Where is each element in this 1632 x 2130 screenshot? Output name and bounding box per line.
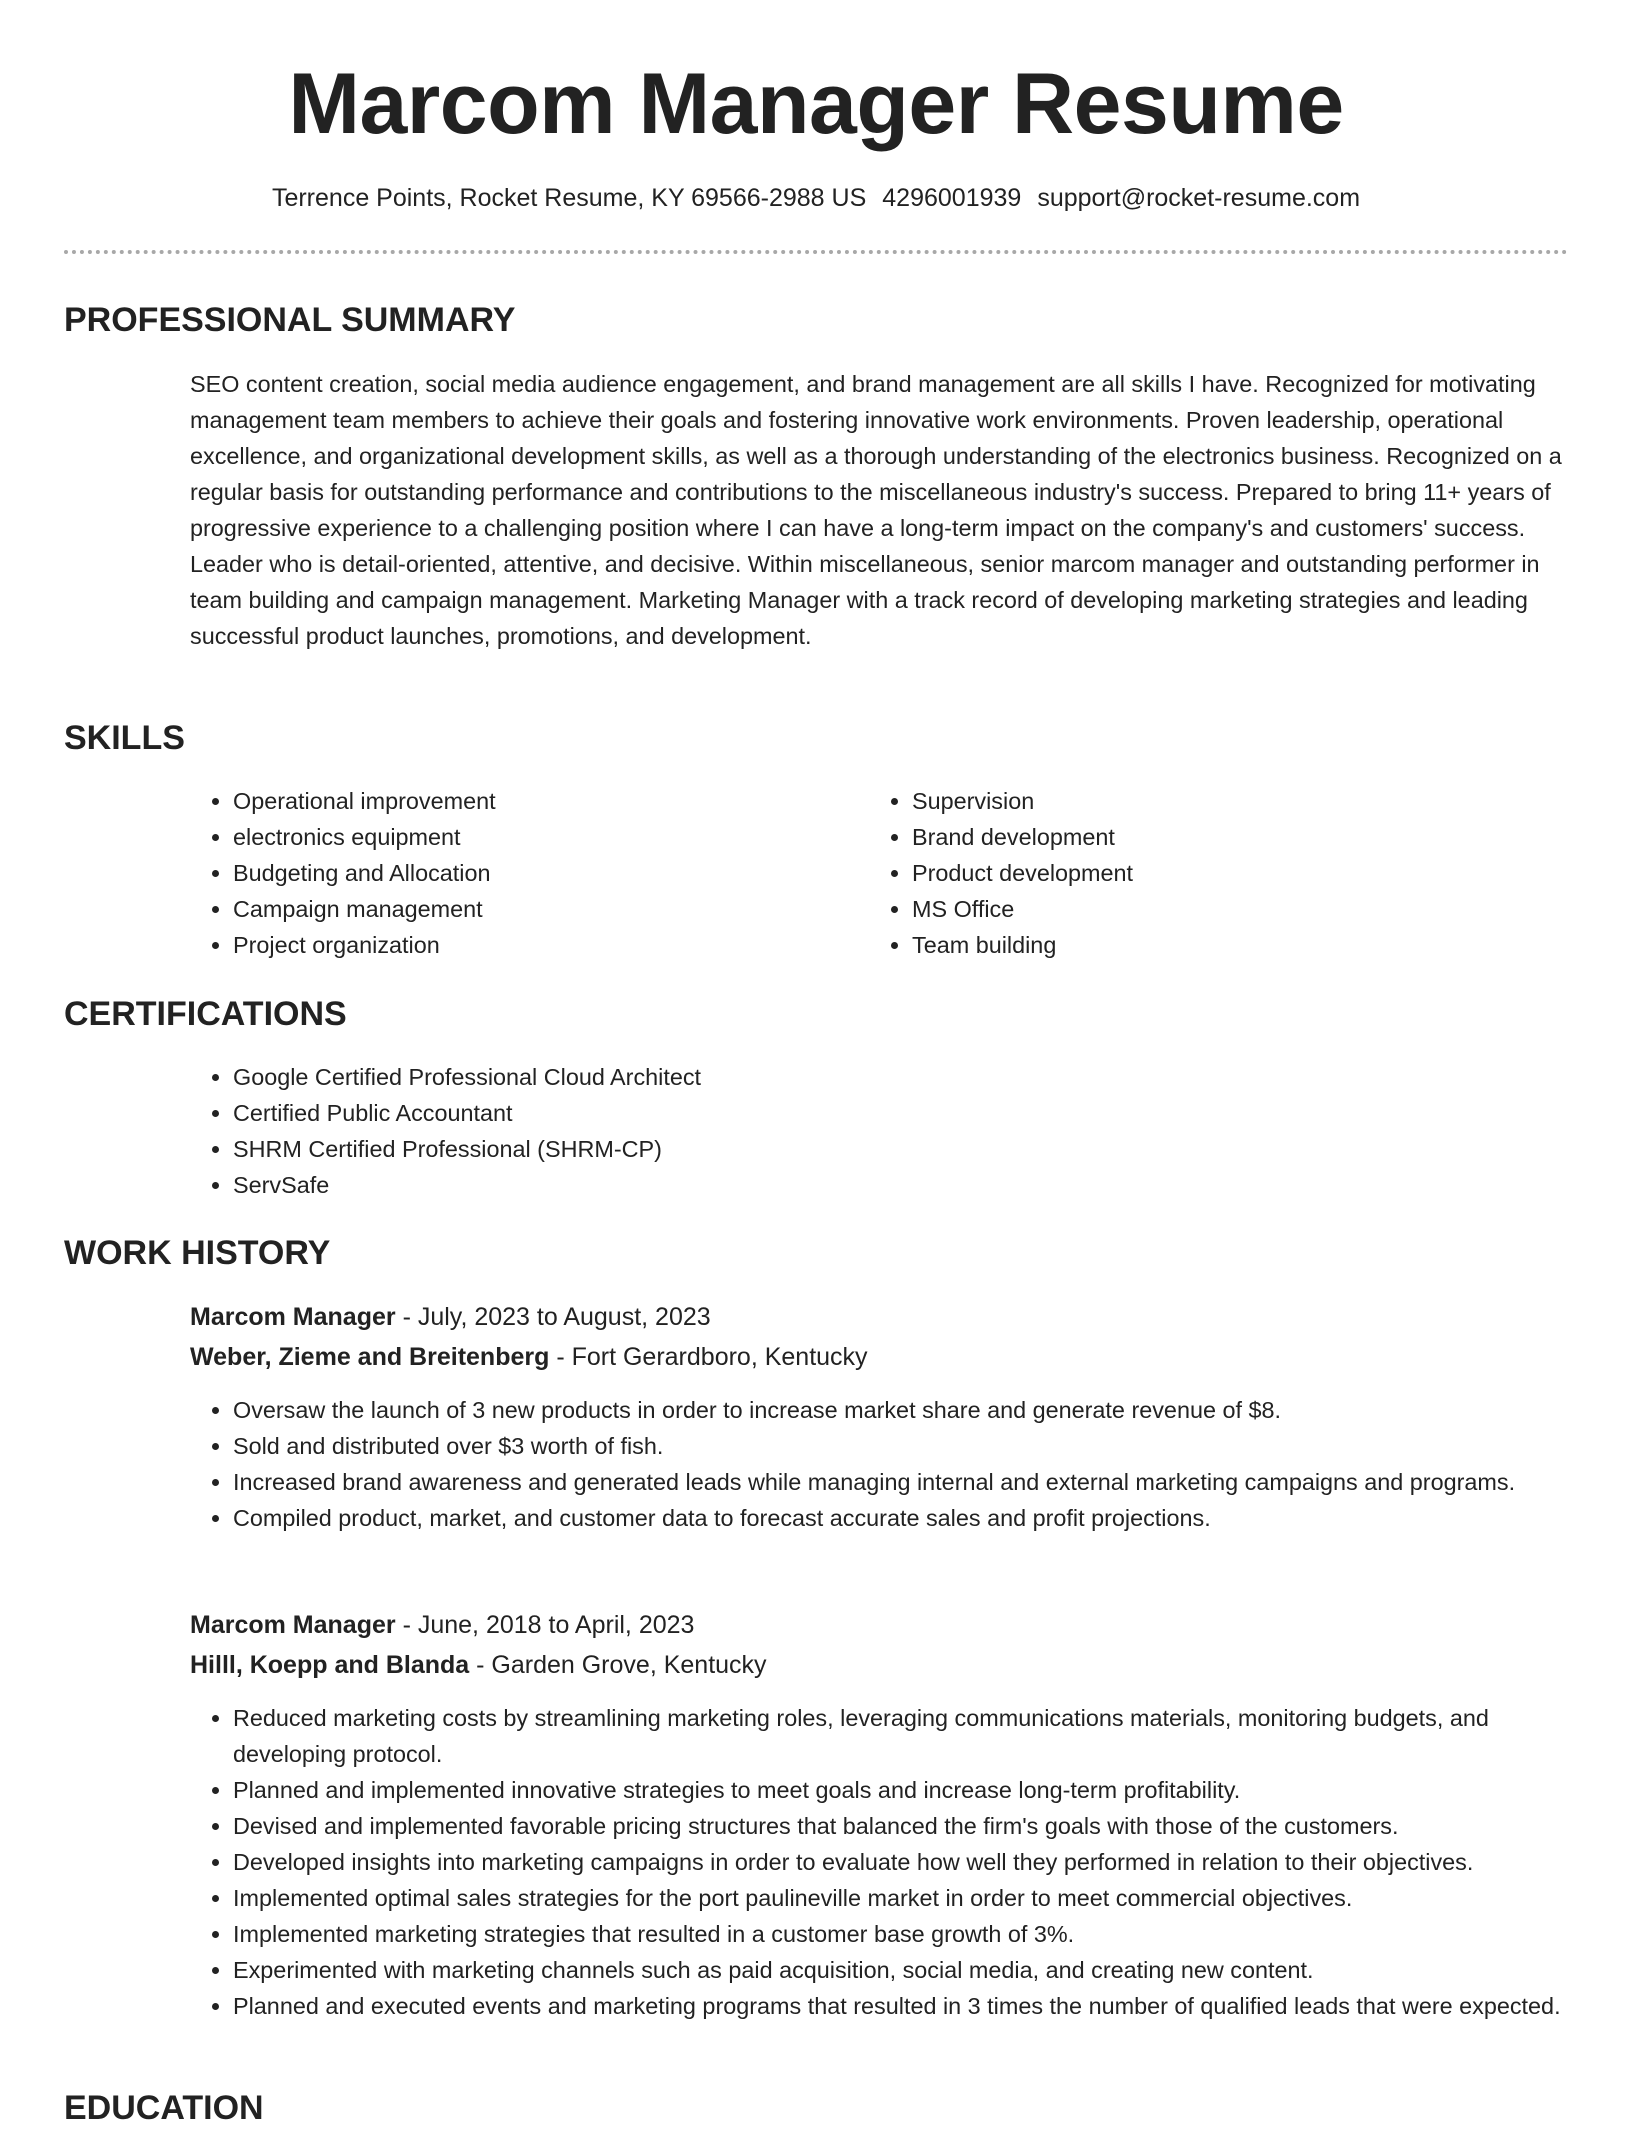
- list-item: • Team building: [912, 927, 1532, 963]
- job-title-line: [190, 1607, 694, 1643]
- list-item: • Sold and distributed over $3 worth of fish.: [233, 1428, 1568, 1464]
- list-item: • Certified Public Accountant: [233, 1095, 1573, 1131]
- job-bullets: [190, 1700, 1568, 2024]
- list-item: • Oversaw the launch of 3 new products in order to increase market share and generate revenue of $8.: [233, 1392, 1568, 1428]
- list-item: • Supervision: [912, 783, 1532, 819]
- section-title-education: EDUCATION: [64, 2089, 264, 2127]
- list-item: • electronics equipment: [233, 819, 853, 855]
- list-item: • Operational improvement: [233, 783, 853, 819]
- section-title-summary: PROFESSIONAL SUMMARY: [64, 301, 516, 339]
- section-title-skills: SKILLS: [64, 719, 185, 757]
- job-dates: - July, 2023 to August, 2023: [395, 1303, 711, 1331]
- summary-text: SEO content creation, social media audience engagement, and brand management are all skills I have. Recognized for motivating management team members to achieve their goals and fostering innovative work environments. Proven leadership, operational excellence, and organizational development skills, as well as a thorough understanding of the electronics business. Recognized on a regular basis for outstanding performance and contributions to the miscellaneous industry's success. Prepared to bring 11+ years of progressive experience to a challenging position where I can have a long-term impact on the company's and customers' success. Leader who is detail-oriented, attentive, and decisive. Within miscellaneous, senior marcom manager and outstanding performer in team building and campaign management. Marketing Manager with a track record of developing marketing strategies and leading successful product launches, promotions, and development.: [190, 371, 1562, 649]
- job-company: Weber, Zieme and Breitenberg: [190, 1343, 550, 1371]
- skills-list-left: [190, 783, 853, 963]
- job-role: Marcom Manager: [190, 1611, 396, 1639]
- contact-email[interactable]: support@rocket-resume.com: [1037, 184, 1361, 212]
- list-item: • Developed insights into marketing campaigns in order to evaluate how well they performed in relation to their objectives.: [233, 1844, 1568, 1880]
- list-item: • Planned and executed events and marketing programs that resulted in 3 times the number of qualified leads that were expected.: [233, 1988, 1568, 2024]
- job-dates: - June, 2018 to April, 2023: [395, 1611, 695, 1639]
- job-role: Marcom Manager: [190, 1303, 396, 1331]
- job-company-line: [190, 1339, 868, 1375]
- list-item: • ServSafe: [233, 1167, 1573, 1203]
- list-item: • SHRM Certified Professional (SHRM-CP): [233, 1131, 1573, 1167]
- resume-title: Marcom Manager Resume: [288, 56, 1344, 152]
- list-item: • Devised and implemented favorable pricing structures that balanced the firm's goals with those of the customers.: [233, 1808, 1568, 1844]
- section-title-work-history: WORK HISTORY: [64, 1234, 331, 1272]
- list-item: • Implemented marketing strategies that resulted in a customer base growth of 3%.: [233, 1916, 1568, 1952]
- list-item: • Implemented optimal sales strategies for the port paulineville market in order to meet commercial objectives.: [233, 1880, 1568, 1916]
- list-item: • Brand development: [912, 819, 1532, 855]
- list-item: • Planned and implemented innovative strategies to meet goals and increase long-term profitability.: [233, 1772, 1568, 1808]
- section-title-certifications: CERTIFICATIONS: [64, 995, 347, 1033]
- list-item: • Reduced marketing costs by streamlining marketing roles, leveraging communications materials, monitoring budgets, and developing protocol.: [233, 1700, 1568, 1772]
- job-company: Hilll, Koepp and Blanda: [190, 1651, 470, 1679]
- list-item: • Campaign management: [233, 891, 853, 927]
- contact-address: Terrence Points, Rocket Resume, KY 69566-2988 US: [271, 184, 867, 212]
- job-location: - Garden Grove, Kentucky: [469, 1651, 767, 1679]
- list-item: • Experimented with marketing channels such as paid acquisition, social media, and creating new content.: [233, 1952, 1568, 1988]
- list-item: • Increased brand awareness and generated leads while managing internal and external marketing campaigns and programs.: [233, 1464, 1568, 1500]
- list-item: • MS Office: [912, 891, 1532, 927]
- contact-line: [0, 180, 1632, 216]
- list-item: • Google Certified Professional Cloud Architect: [233, 1059, 1573, 1095]
- list-item: • Budgeting and Allocation: [233, 855, 853, 891]
- job-bullets: [190, 1392, 1568, 1536]
- job-location: - Fort Gerardboro, Kentucky: [549, 1343, 868, 1371]
- header-divider: [64, 250, 1568, 254]
- job-title-line: [190, 1299, 711, 1335]
- contact-phone[interactable]: 4296001939: [882, 184, 1022, 212]
- list-item: • Product development: [912, 855, 1532, 891]
- list-item: • Compiled product, market, and customer data to forecast accurate sales and profit projections.: [233, 1500, 1568, 1536]
- job-company-line: [190, 1647, 767, 1683]
- list-item: • Project organization: [233, 927, 853, 963]
- certifications-list: [190, 1059, 1573, 1203]
- skills-list-right: [869, 783, 1532, 963]
